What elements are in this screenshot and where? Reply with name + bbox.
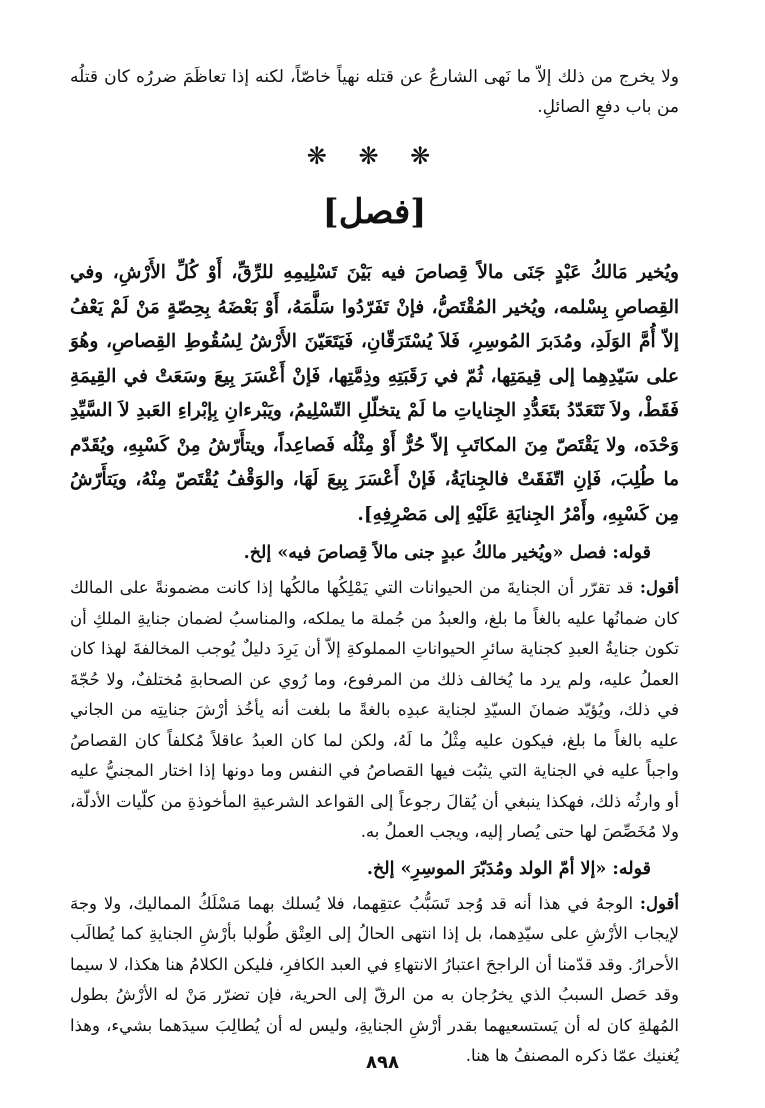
intro-paragraph: ولا يخرج من ذلك إلاّ ما نَهى الشارعُ عن قتله نهياً خاصّاً، لكنه إذا تعاظَمَ ضررُه كان قتلُه من باب دفعِ الصائلِ.: [70, 67, 679, 117]
sharh-paragraph-1: [70, 573, 679, 848]
page-number: ٨٩٨: [366, 1052, 399, 1073]
aqul-label: أقول:: [639, 578, 679, 597]
matn-paragraph: ويُخير مَالكُ عَبْدٍ جَنَى مالاً قِصاصَ فيه بَيْنَ تَسْلِيمِهِ للرِّقِّ، أَوْ كُلِّ الأَرْشِ، وفي القِصاصِ بِسْلمه، ويُخير المُقْتَصُّ، فإنْ تَفَرّدُوا سَلَّمَهُ، أَوْ بَعْضَهُ بِحِصّةٍ مَنْ لَمْ يَعْفُ إلاّ أُمَّ الوَلَدِ، ومُدَبرَ المُوسِرِ، فَلاَ يُسْتَرَقّانِ، فَيَتَعَيّنَ الأَرْشُ لِسُقُوطِ القِصاصِ، وهُوَ على سَيّدِهِما إلى قِيمَتِها، ثُمّ في رَقَبَتِهِ وذِمَّتِها، فَإنْ أَعْسَرَ بِيعَ وسَعَتْ في القِيمَةِ فَقَطْ، ولاَ تَتَعَدّدُ بتَعَدُّدِ الجِناياتِ ما لَمْ يتخلّلِ التّسْلِيمُ، ويَبْرءانِ بِإبْراءِ العَبدِ لاَ السَّيِّدِ وَحْدَه، ولا يَقْتَصّ مِنَ المكاتَبِ إلاّ حُرٌّ أَوْ مِثْلُه فَصاعِداً، ويتأَرّشُ مِنْ كَسْبِهِ، ويُقَدّم ما طُلِبَ، فَإنِ اتّفَقَتْ فالجِنايَةُ، فَإنْ أَعْسَرَ بِيعَ لَهَا، والوَقْفُ يُقْتَصّ مِنْهُ، ويَتأَرّشُ مِن كَسْبِهِ، وأَمْرُ الجِنايَةِ عَلَيْهِ إلى مَصْرِفِهِ].: [70, 262, 679, 525]
qawl-heading-2: قوله: «إلا أمّ الولد ومُدَبّرَ الموسِرِ» إلخ.: [366, 858, 651, 879]
section-separator: ❋ ❋ ❋: [306, 142, 443, 170]
sharh-text-1: قد تقرّر أن الجنايةَ من الحيوانات التي يَمْلِكُها مالكُها إذا كانت مضمونةً على المالك كان ضمانُها عليه بالغاً ما بلغ، والعبدُ من جُملة ما يملكه، والمناسبُ لضمان جنايةِ الملكِ أن تكون جنايةُ العبدِ كجناية سائرِ الحيواناتِ المملوكةِ إلاّ أن يَرِدَ دليلٌ يُوجب المخالفةَ لهذا كان العملُ عليه، ولم يرد ما يُخالف ذلك من المرفوع، وما رُوي عن الصحابةِ مُختلفٌ، ولا حُجّةَ في ذلك، ويُؤيّد ضمانَ السيّدِ لجناية عبدِه بالغةً ما بلغت أنه يأخُذ أرْشَ جنايتِه من الجاني عليه بالغاً ما بلغ، فيكون عليه مِثْلُ ما لَهُ، ولكن لما كان العبدُ عاقلاً مُكلفاً كان القصاصُ واجباً عليه في الجناية التي يثبُت فيها القصاصُ في النفس وما دونها إذا اختار المجنيُّ عليه أو وارثُه ذلك، فهكذا ينبغي أن يُقالَ رجوعاً إلى القواعد الشرعيةِ المأخوذةِ من كلّيات الأدلّة، ولا مُخَصِّصَ لها حتى يُصار إليه، ويجب العملُ به.: [70, 578, 679, 841]
sharh-paragraph-2: [70, 889, 679, 1072]
section-heading: [فصل]: [322, 192, 427, 232]
sharh-text-2: الوجهُ في هذا أنه قد وُجد تَسَبُّبُ عتقِهما، فلا يُسلك بهما مَسْلَكُ المماليك، ولا وجهَ لإيجاب الأرْشِ على سيّدِهما، بل إذا انتهى الحالُ إلى العِتْق طُولبا بأرْشِ الجنايةِ كما يُطالَب الأحرارُ. وقد قدّمنا أن الراجحَ اعتبارُ الانتهاءِ في العبد الكافرِ، فليكن الكلامُ هنا هكذا، لا سيما وقد حَصل السببُ الذي يخرُجان به من الرقّ إلى الحرية، فإن تضرّر مَنْ له الأرْشُ بطول المُهلةِ كان له أن يَستسعيهما بقدر أرْشِ الجنايةِ، وليس له أن يُطالِبَ سيدَهما بشيء، وهذا يُغنيك عمّا ذكره المصنفُ ها هنا.: [70, 893, 679, 1065]
qawl-heading-1: قوله: فصل «ويُخير مالكُ عبدٍ جنى مالاً قِصاصَ فيه» إلخ.: [243, 543, 651, 563]
aqul-label: أقول:: [639, 893, 679, 913]
